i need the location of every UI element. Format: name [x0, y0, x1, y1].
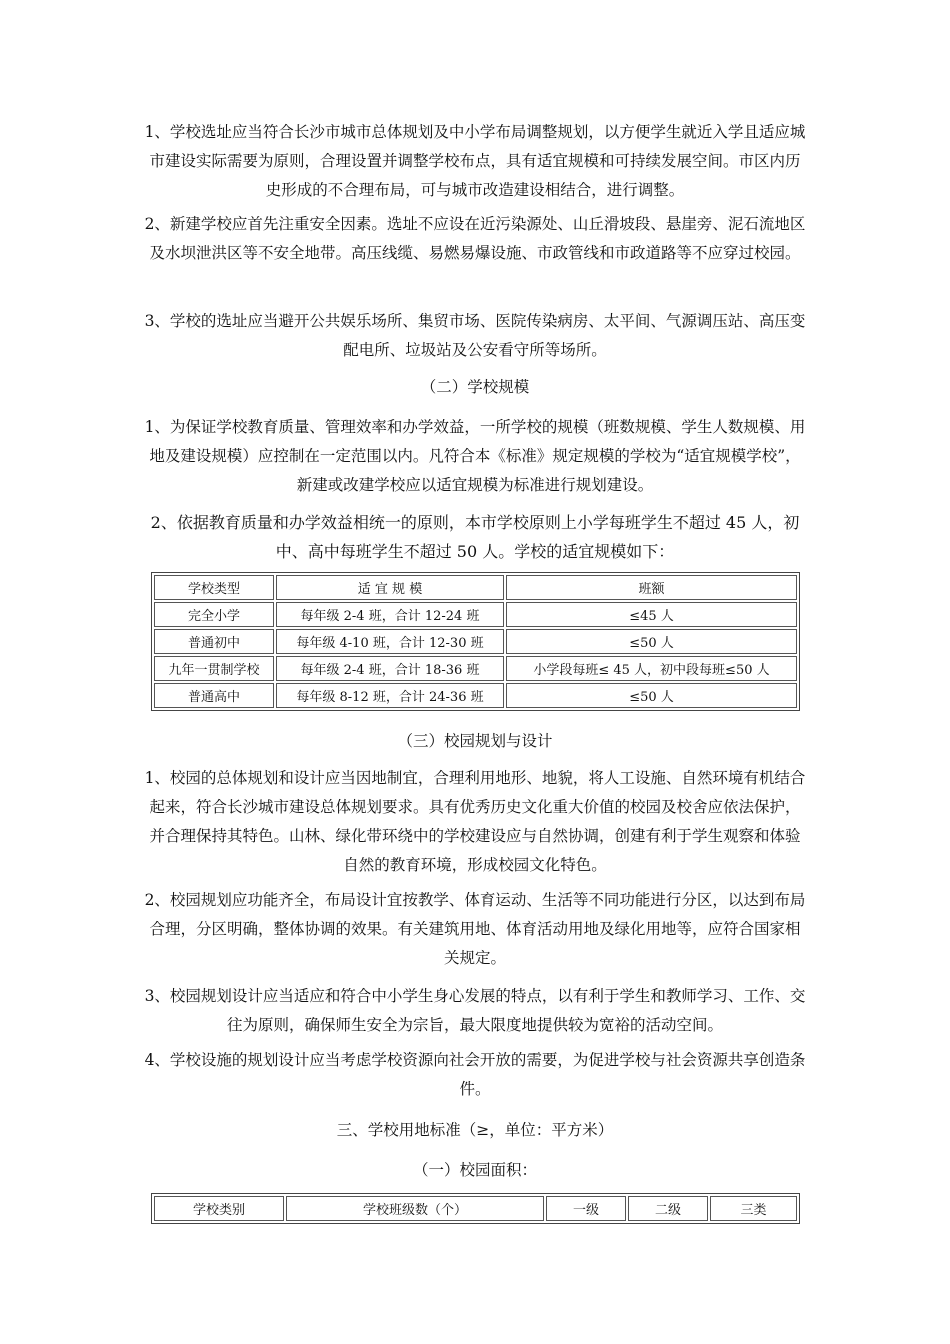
paragraph-planning-4: 4、学校设施的规划设计应当考虑学校资源向社会开放的需要，为促进学校与社会资源共享创造条件。	[144, 1051, 806, 1098]
header-school-type: 学校类型	[154, 575, 274, 600]
table-cell: ≤50 人	[506, 683, 797, 708]
table-row	[154, 629, 797, 654]
table-cell: 完全小学	[154, 602, 274, 627]
table-row	[154, 656, 797, 681]
paragraph-scale-1: 1、为保证学校教育质量、管理效率和办学效益，一所学校的规模（班数规模、学生人数规模、用地及建设规模）应控制在一定范围以内。凡符合本《标准》规定规模的学校为“适宜规模学校”，新建或改建学校应以适宜规模为标准进行规划建设。	[144, 418, 806, 494]
section-heading-campus-planning: （三）校园规划与设计	[397, 732, 553, 750]
table-row	[154, 602, 797, 627]
table-cell: 每年级 4-10 班，合计 12-30 班	[276, 629, 504, 654]
section-heading-school-scale: （二）学校规模	[420, 378, 530, 396]
paragraph-scale-2: 2、依据教育质量和办学效益相统一的原则，本市学校原则上小学每班学生不超过 45 人，初中、高中每班学生不超过 50 人。学校的适宜规模如下：	[150, 513, 800, 561]
paragraph-planning-2: 2、校园规划应功能齐全，布局设计宜按教学、体育运动、生活等不同功能进行分区，以达到布局合理，分区明确，整体协调的效果。有关建筑用地、体育活动用地及绿化用地等，应符合国家相关规定。	[144, 891, 806, 967]
paragraph-planning-3: 3、校园规划设计应当适应和符合中小学生身心发展的特点，以有利于学生和教师学习、工作、交往为原则，确保师生安全为宗旨，最大限度地提供较为宽裕的活动空间。	[144, 987, 806, 1034]
table-cell: 普通高中	[154, 683, 274, 708]
table-header-row	[154, 575, 797, 600]
table-cell: 每年级 2-4 班，合计 12-24 班	[276, 602, 504, 627]
paragraph-site-selection-3: 3、学校的选址应当避开公共娱乐场所、集贸市场、医院传染病房、太平间、气源调压站、高压变配电所、垃圾站及公安看守所等场所。	[144, 312, 806, 359]
table-cell: 九年一贯制学校	[154, 656, 274, 681]
paragraph-planning-1: 1、校园的总体规划和设计应当因地制宜，合理利用地形、地貌，将人工设施、自然环境有机结合起来，符合长沙城市建设总体规划要求。具有优秀历史文化重大价值的校园及校舍应依法保护，并合理保持其特色。山林、绿化带环绕中的学校建设应与自然协调，创建有利于学生观察和体验自然的教育环境，形成校园文化特色。	[144, 769, 806, 874]
paragraph-site-selection-2: 2、新建学校应首先注重安全因素。选址不应设在近污染源处、山丘滑坡段、悬崖旁、泥石流地区及水坝泄洪区等不安全地带。高压线缆、易燃易爆设施、市政管线和市政道路等不应穿过校园。	[144, 215, 806, 262]
header-level-1: 一级	[546, 1196, 626, 1221]
table-cell: 小学段每班≤ 45 人，初中段每班≤50 人	[506, 656, 797, 681]
table-header-row	[154, 1196, 797, 1221]
table-cell: ≤50 人	[506, 629, 797, 654]
header-class-size: 班额	[506, 575, 797, 600]
table-row	[154, 683, 797, 708]
header-level-2: 二级	[628, 1196, 708, 1221]
section-heading-land-standard: 三、学校用地标准（≥，单位：平方米）	[336, 1121, 614, 1139]
header-suitable-scale: 适 宜 规 模	[276, 575, 504, 600]
table-cell: 每年级 2-4 班，合计 18-36 班	[276, 656, 504, 681]
table-cell: 普通初中	[154, 629, 274, 654]
table-cell: 每年级 8-12 班，合计 24-36 班	[276, 683, 504, 708]
header-level-3: 三类	[710, 1196, 797, 1221]
header-school-category: 学校类别	[154, 1196, 284, 1221]
header-class-count: 学校班级数（个）	[286, 1196, 544, 1221]
paragraph-site-selection-1: 1、学校选址应当符合长沙市城市总体规划及中小学布局调整规划，以方便学生就近入学且适应城市建设实际需要为原则，合理设置并调整学校布点，具有适宜规模和可持续发展空间。市区内历史形成的不合理布局，可与城市改造建设相结合，进行调整。	[144, 123, 806, 199]
table-cell: ≤45 人	[506, 602, 797, 627]
school-scale-table	[151, 572, 800, 711]
campus-area-table	[151, 1193, 800, 1224]
subheading-campus-area: （一）校园面积：	[412, 1161, 537, 1179]
